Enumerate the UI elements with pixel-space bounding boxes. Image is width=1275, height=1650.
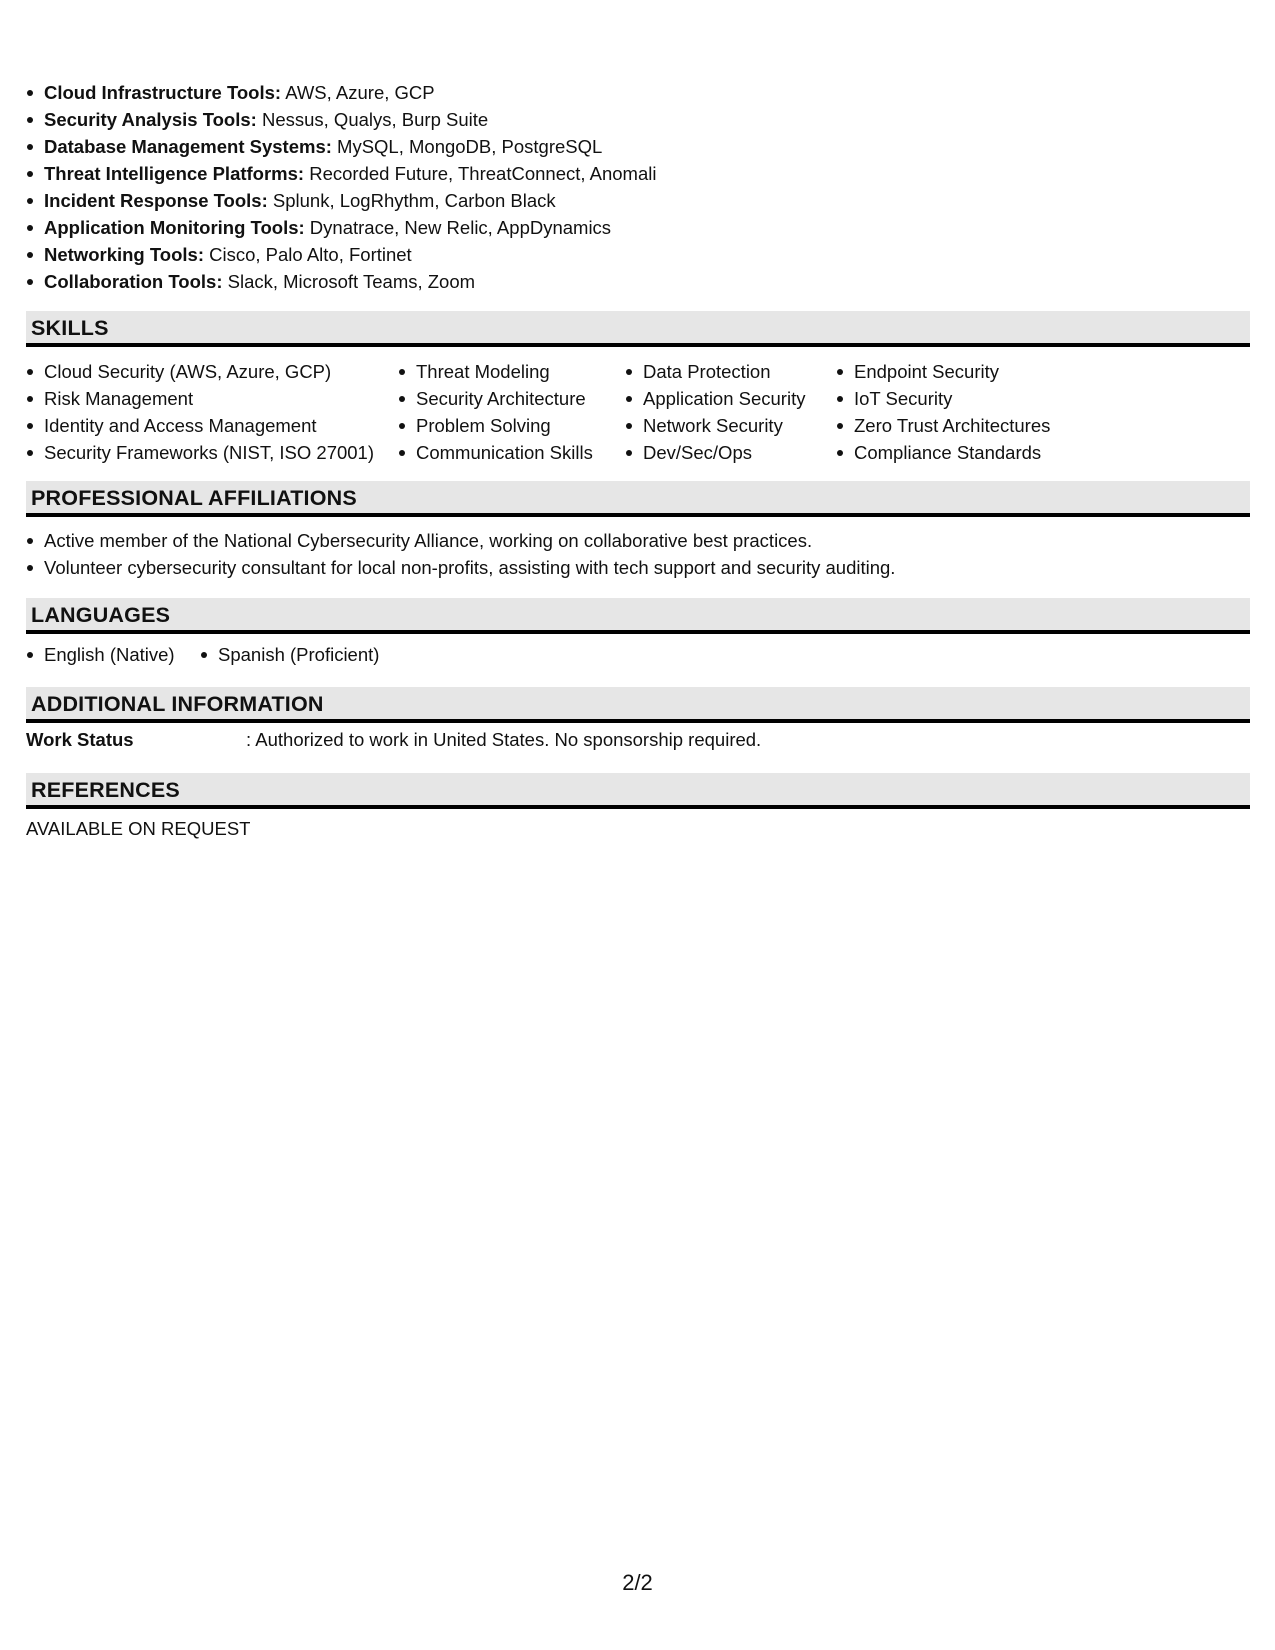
additional-info-section-header [26,687,1250,723]
languages-section-header [26,598,1250,634]
list-item: Zero Trust Architectures [836,412,1050,439]
list-item: Security Frameworks (NIST, ISO 27001) [26,439,374,466]
list-item: Communication Skills [398,439,593,466]
list-item: Risk Management [26,385,374,412]
section-title: PROFESSIONAL AFFILIATIONS [31,486,357,510]
list-item: Active member of the National Cybersecurity Alliance, working on collaborative best practices. [26,527,895,554]
tool-category-value: Recorded Future, ThreatConnect, Anomali [304,163,657,184]
references-section-header [26,773,1250,809]
work-status-value: : Authorized to work in United States. No sponsorship required. [246,729,762,750]
section-title: ADDITIONAL INFORMATION [31,692,324,716]
list-item [26,241,656,268]
affiliations-list [26,527,895,581]
list-item [26,160,656,187]
tool-category-value: Nessus, Qualys, Burp Suite [256,109,489,130]
list-item: Security Architecture [398,385,593,412]
list-item: Data Protection [625,358,805,385]
section-title: REFERENCES [31,778,180,802]
tool-category-label: Collaboration Tools: [44,271,223,292]
tool-category-label: Threat Intelligence Platforms: [44,163,305,184]
tool-category-value: MySQL, MongoDB, PostgreSQL [331,136,603,157]
list-item: Dev/Sec/Ops [625,439,805,466]
list-item [26,133,656,160]
list-item: Endpoint Security [836,358,1050,385]
list-item [26,268,656,295]
list-item: Compliance Standards [836,439,1050,466]
list-item [26,214,656,241]
skills-column-4 [836,358,1050,466]
section-title: LANGUAGES [31,603,171,627]
list-item: Network Security [625,412,805,439]
skills-column-2 [398,358,593,466]
tool-category-value: Slack, Microsoft Teams, Zoom [222,271,476,292]
tool-category-label: Incident Response Tools: [44,190,268,211]
tool-category-value: AWS, Azure, GCP [281,82,435,103]
tool-category-label: Application Monitoring Tools: [44,217,305,238]
list-item: Cloud Security (AWS, Azure, GCP) [26,358,374,385]
list-item: Application Security [625,385,805,412]
tool-category-value: Splunk, LogRhythm, Carbon Black [267,190,556,211]
list-item: IoT Security [836,385,1050,412]
tool-category-label: Networking Tools: [44,244,204,265]
tool-category-value: Dynatrace, New Relic, AppDynamics [304,217,612,238]
list-item: Problem Solving [398,412,593,439]
list-item [26,79,656,106]
list-item [26,106,656,133]
work-status-label: Work Status [26,729,134,750]
list-item: Spanish (Proficient) [200,641,379,668]
list-item: Identity and Access Management [26,412,374,439]
skills-section-header [26,311,1250,347]
tool-category-value: Cisco, Palo Alto, Fortinet [204,244,412,265]
tool-category-label: Cloud Infrastructure Tools: [44,82,282,103]
tool-category-label: Security Analysis Tools: [44,109,257,130]
list-item: English (Native) [26,641,175,668]
skills-column-3 [625,358,805,466]
skills-column-1 [26,358,374,466]
references-text: AVAILABLE ON REQUEST [26,818,251,839]
page-number: 2/2 [622,1570,653,1595]
tools-list [26,79,656,295]
list-item: Threat Modeling [398,358,593,385]
section-title: SKILLS [31,316,109,340]
affiliations-section-header [26,481,1250,517]
tool-category-label: Database Management Systems: [44,136,332,157]
list-item: Volunteer cybersecurity consultant for local non-profits, assisting with tech support and security auditing. [26,554,895,581]
list-item [26,187,656,214]
